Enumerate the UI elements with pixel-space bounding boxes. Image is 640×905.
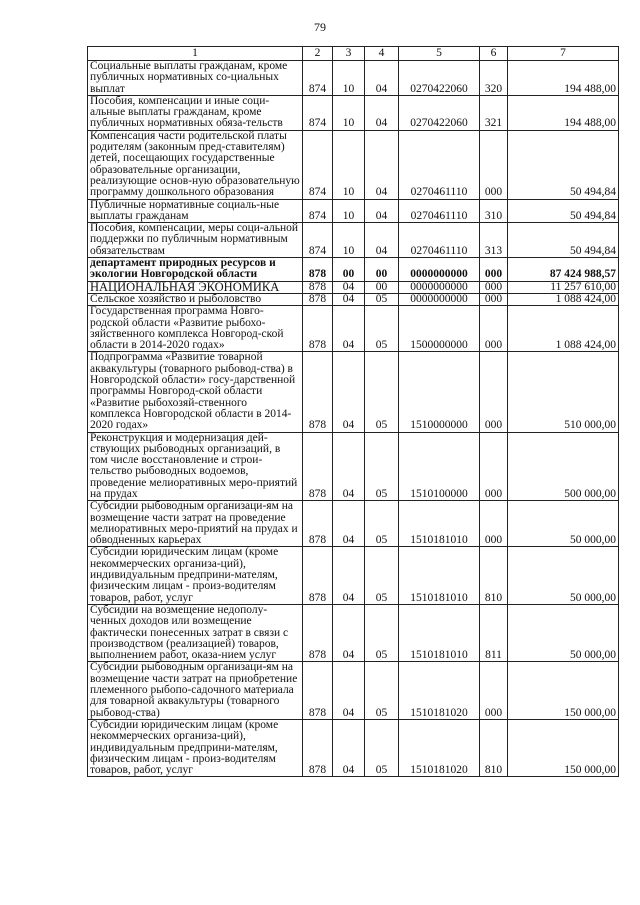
row-amount: 500 000,00 <box>508 432 619 501</box>
row-target-code: 1510181010 <box>399 501 480 547</box>
row-amount: 510 000,00 <box>508 352 619 432</box>
row-target-code: 1510000000 <box>399 352 480 432</box>
row-ministry-code: 878 <box>303 306 333 352</box>
row-target-code: 0000000000 <box>399 258 480 282</box>
row-target-code: 1510100000 <box>399 432 480 501</box>
col-header: 3 <box>333 47 365 61</box>
row-ministry-code: 878 <box>303 258 333 282</box>
col-header: 7 <box>508 47 619 61</box>
row-name: Субсидии юридическим лицам (кроме некоммерческих организа-ций), индивидуальным предприни-мателям, физическим лицам - произ-водителям товаров, работ, услуг <box>88 547 303 604</box>
row-target-code: 0000000000 <box>399 281 480 293</box>
row-ministry-code: 878 <box>303 352 333 432</box>
row-subsection: 05 <box>365 352 399 432</box>
table-row <box>88 258 619 282</box>
row-subsection: 05 <box>365 306 399 352</box>
col-header: 4 <box>365 47 399 61</box>
row-amount: 150 000,00 <box>508 719 619 776</box>
row-ministry-code: 874 <box>303 61 333 96</box>
row-subsection: 05 <box>365 604 399 661</box>
row-name: Пособия, компенсации, меры соци-альной поддержки по публичным нормативным обязательствам <box>88 223 303 258</box>
row-ministry-code: 878 <box>303 719 333 776</box>
row-ministry-code: 874 <box>303 130 333 199</box>
row-subsection: 04 <box>365 223 399 258</box>
row-expense-type: 320 <box>480 61 508 96</box>
row-subsection: 05 <box>365 293 399 305</box>
table-row <box>88 293 619 305</box>
row-expense-type: 000 <box>480 352 508 432</box>
row-subsection: 04 <box>365 61 399 96</box>
row-subsection: 04 <box>365 95 399 130</box>
row-name: Сельское хозяйство и рыболовство <box>88 293 303 305</box>
row-expense-type: 000 <box>480 258 508 282</box>
row-ministry-code: 878 <box>303 432 333 501</box>
row-expense-type: 321 <box>480 95 508 130</box>
row-ministry-code: 878 <box>303 547 333 604</box>
row-name: НАЦИОНАЛЬНАЯ ЭКОНОМИКА <box>88 281 303 293</box>
row-name: Государственная программа Новго-родской области «Развитие рыбохо-зяйственного комплекса Новгород-ской области в 2014-2020 годах» <box>88 306 303 352</box>
table-row <box>88 306 619 352</box>
row-expense-type: 000 <box>480 281 508 293</box>
row-ministry-code: 878 <box>303 281 333 293</box>
row-expense-type: 000 <box>480 130 508 199</box>
row-target-code: 1500000000 <box>399 306 480 352</box>
table-row <box>88 281 619 293</box>
row-ministry-code: 878 <box>303 604 333 661</box>
row-expense-type: 000 <box>480 306 508 352</box>
row-subsection: 05 <box>365 432 399 501</box>
row-section: 10 <box>333 199 365 223</box>
table-row <box>88 223 619 258</box>
row-amount: 50 494,84 <box>508 130 619 199</box>
row-section: 04 <box>333 352 365 432</box>
row-subsection: 05 <box>365 719 399 776</box>
row-section: 04 <box>333 662 365 719</box>
row-section: 10 <box>333 223 365 258</box>
row-section: 00 <box>333 258 365 282</box>
row-expense-type: 811 <box>480 604 508 661</box>
table-row <box>88 662 619 719</box>
row-target-code: 0270461110 <box>399 199 480 223</box>
row-section: 04 <box>333 547 365 604</box>
row-section: 10 <box>333 95 365 130</box>
row-amount: 50 494,84 <box>508 199 619 223</box>
row-ministry-code: 874 <box>303 199 333 223</box>
col-header: 1 <box>88 47 303 61</box>
row-amount: 87 424 988,57 <box>508 258 619 282</box>
row-subsection: 04 <box>365 130 399 199</box>
row-subsection: 00 <box>365 281 399 293</box>
row-expense-type: 000 <box>480 293 508 305</box>
row-target-code: 0270461110 <box>399 223 480 258</box>
row-ministry-code: 878 <box>303 662 333 719</box>
table-row <box>88 352 619 432</box>
row-target-code: 1510181020 <box>399 719 480 776</box>
table-header-row <box>88 47 619 61</box>
row-name: Компенсация части родительской платы родителям (законным пред-ставителям) детей, посещающих государственные образовательные организации, реализующие основ-ную образовательную программу дошкольного образования <box>88 130 303 199</box>
table-row <box>88 547 619 604</box>
row-amount: 50 000,00 <box>508 501 619 547</box>
table-row <box>88 199 619 223</box>
row-ministry-code: 878 <box>303 501 333 547</box>
row-section: 04 <box>333 306 365 352</box>
row-name: Субсидии рыбоводным организаци-ям на возмещение части затрат на приобретение племенного рыбопо-садочного материала для товарной аквакультуры (товарного рыбовод-ства) <box>88 662 303 719</box>
row-amount: 194 488,00 <box>508 61 619 96</box>
row-subsection: 00 <box>365 258 399 282</box>
row-target-code: 1510181020 <box>399 662 480 719</box>
row-section: 10 <box>333 61 365 96</box>
row-subsection: 04 <box>365 199 399 223</box>
table-row <box>88 719 619 776</box>
row-target-code: 0000000000 <box>399 293 480 305</box>
row-expense-type: 810 <box>480 719 508 776</box>
row-name: Публичные нормативные социаль-ные выплаты гражданам <box>88 199 303 223</box>
row-ministry-code: 878 <box>303 293 333 305</box>
page-number: 79 <box>314 20 326 34</box>
row-name: Реконструкция и модернизация дей-ствующих рыбоводных организаций, в том числе восстановление и строи-тельство рыбоводных водоемов, проведение мелиоративных меро-приятий на прудах <box>88 432 303 501</box>
row-amount: 50 000,00 <box>508 547 619 604</box>
row-name: Субсидии рыбоводным организаци-ям на возмещение части затрат на проведение мелиоративных меро-приятий на прудах и обводненных карьерах <box>88 501 303 547</box>
row-amount: 50 000,00 <box>508 604 619 661</box>
row-expense-type: 000 <box>480 501 508 547</box>
row-expense-type: 000 <box>480 432 508 501</box>
row-expense-type: 810 <box>480 547 508 604</box>
row-expense-type: 310 <box>480 199 508 223</box>
table-row <box>88 604 619 661</box>
col-header: 5 <box>399 47 480 61</box>
table-row <box>88 61 619 96</box>
row-name: Субсидии юридическим лицам (кроме некоммерческих организа-ций), индивидуальным предприни-мателям, физическим лицам - произ-водителям товаров, работ, услуг <box>88 719 303 776</box>
table-row <box>88 432 619 501</box>
row-target-code: 1510181010 <box>399 604 480 661</box>
row-subsection: 05 <box>365 547 399 604</box>
row-section: 04 <box>333 432 365 501</box>
row-amount: 194 488,00 <box>508 95 619 130</box>
row-amount: 1 088 424,00 <box>508 293 619 305</box>
row-target-code: 1510181010 <box>399 547 480 604</box>
row-amount: 150 000,00 <box>508 662 619 719</box>
row-expense-type: 313 <box>480 223 508 258</box>
row-name: Субсидии на возмещение недополу-ченных доходов или возмещение фактически понесенных затрат в связи с производством (реализацией) товаров, выполнением работ, оказа-нием услуг <box>88 604 303 661</box>
row-target-code: 0270461110 <box>399 130 480 199</box>
table-row <box>88 501 619 547</box>
row-subsection: 05 <box>365 662 399 719</box>
row-expense-type: 000 <box>480 662 508 719</box>
row-amount: 50 494,84 <box>508 223 619 258</box>
row-target-code: 0270422060 <box>399 61 480 96</box>
row-ministry-code: 874 <box>303 95 333 130</box>
table-row <box>88 95 619 130</box>
row-ministry-code: 874 <box>303 223 333 258</box>
col-header: 6 <box>480 47 508 61</box>
row-name: Пособия, компенсации и иные соци-альные выплаты гражданам, кроме публичных нормативных обяза-тельств <box>88 95 303 130</box>
row-section: 10 <box>333 130 365 199</box>
row-section: 04 <box>333 501 365 547</box>
row-target-code: 0270422060 <box>399 95 480 130</box>
row-amount: 1 088 424,00 <box>508 306 619 352</box>
row-name: Подпрограмма «Развитие товарной аквакультуры (товарного рыбовод-ства) в Новгородской области» госу-дарственной программы Новгород-ской области «Развитие рыбохозяй-ственного комплекса Новгородской области в 2014-2020 годах» <box>88 352 303 432</box>
row-section: 04 <box>333 604 365 661</box>
row-section: 04 <box>333 281 365 293</box>
row-section: 04 <box>333 293 365 305</box>
row-name: Социальные выплаты гражданам, кроме публичных нормативных со-циальных выплат <box>88 61 303 96</box>
row-name: департамент природных ресурсов и экологии Новгородской области <box>88 258 303 282</box>
table-row <box>88 130 619 199</box>
row-section: 04 <box>333 719 365 776</box>
col-header: 2 <box>303 47 333 61</box>
row-subsection: 05 <box>365 501 399 547</box>
budget-table <box>87 46 619 777</box>
row-amount: 11 257 610,00 <box>508 281 619 293</box>
